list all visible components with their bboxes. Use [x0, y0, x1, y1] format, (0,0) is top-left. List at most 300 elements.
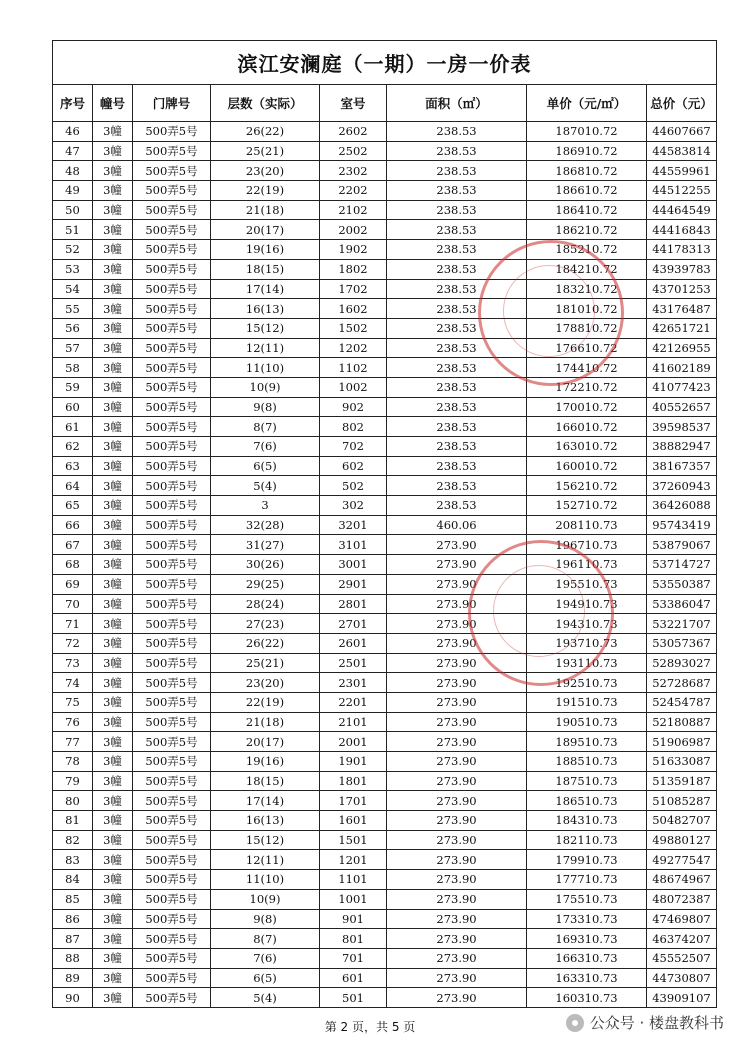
cell-total-price: 41077423 — [647, 377, 717, 397]
cell-floor: 29(25) — [211, 574, 320, 594]
cell-room: 302 — [320, 496, 387, 516]
cell-floor: 11(10) — [211, 870, 320, 890]
table-row — [53, 614, 717, 634]
cell-room: 501 — [320, 988, 387, 1008]
cell-total-price: 49880127 — [647, 830, 717, 850]
header-door-number: 门牌号 — [133, 85, 211, 122]
cell-door-number: 500弄5号 — [133, 417, 211, 437]
cell-room: 2102 — [320, 200, 387, 220]
cell-total-price: 43701253 — [647, 279, 717, 299]
cell-room: 902 — [320, 397, 387, 417]
cell-area: 273.90 — [387, 594, 527, 614]
cell-floor: 19(16) — [211, 752, 320, 772]
cell-floor: 17(14) — [211, 791, 320, 811]
cell-area: 273.90 — [387, 988, 527, 1008]
cell-unit-price: 193110.73 — [527, 653, 647, 673]
cell-unit-price: 160010.72 — [527, 456, 647, 476]
table-row — [53, 122, 717, 142]
cell-index: 72 — [53, 633, 93, 653]
cell-unit-price: 175510.73 — [527, 889, 647, 909]
cell-total-price: 45552507 — [647, 948, 717, 968]
cell-index: 53 — [53, 259, 93, 279]
cell-index: 81 — [53, 811, 93, 831]
cell-unit-price: 196710.73 — [527, 535, 647, 555]
cell-door-number: 500弄5号 — [133, 279, 211, 299]
cell-unit-price: 192510.73 — [527, 673, 647, 693]
cell-door-number: 500弄5号 — [133, 594, 211, 614]
cell-total-price: 44416843 — [647, 220, 717, 240]
table-row — [53, 259, 717, 279]
cell-area: 273.90 — [387, 752, 527, 772]
cell-index: 48 — [53, 161, 93, 181]
cell-total-price: 49277547 — [647, 850, 717, 870]
cell-floor: 20(17) — [211, 220, 320, 240]
cell-area: 238.53 — [387, 318, 527, 338]
cell-building: 3幢 — [93, 555, 133, 575]
header-index: 序号 — [53, 85, 93, 122]
cell-area: 238.53 — [387, 397, 527, 417]
cell-room: 1902 — [320, 240, 387, 260]
table-row — [53, 850, 717, 870]
cell-room: 2002 — [320, 220, 387, 240]
table-row — [53, 535, 717, 555]
cell-building: 3幢 — [93, 574, 133, 594]
cell-unit-price: 177710.73 — [527, 870, 647, 890]
table-row — [53, 161, 717, 181]
cell-area: 273.90 — [387, 948, 527, 968]
cell-area: 238.53 — [387, 417, 527, 437]
cell-index: 62 — [53, 437, 93, 457]
cell-index: 80 — [53, 791, 93, 811]
cell-door-number: 500弄5号 — [133, 791, 211, 811]
cell-area: 273.90 — [387, 574, 527, 594]
cell-unit-price: 189510.73 — [527, 732, 647, 752]
cell-room: 601 — [320, 968, 387, 988]
cell-total-price: 46374207 — [647, 929, 717, 949]
cell-total-price: 44178313 — [647, 240, 717, 260]
cell-index: 47 — [53, 141, 93, 161]
cell-building: 3幢 — [93, 437, 133, 457]
cell-door-number: 500弄5号 — [133, 771, 211, 791]
cell-building: 3幢 — [93, 653, 133, 673]
cell-area: 273.90 — [387, 889, 527, 909]
cell-unit-price: 185210.72 — [527, 240, 647, 260]
cell-floor: 23(20) — [211, 673, 320, 693]
cell-room: 602 — [320, 456, 387, 476]
cell-total-price: 52180887 — [647, 712, 717, 732]
cell-room: 801 — [320, 929, 387, 949]
cell-unit-price: 187010.72 — [527, 122, 647, 142]
cell-room: 2202 — [320, 181, 387, 201]
cell-building: 3幢 — [93, 752, 133, 772]
cell-area: 273.90 — [387, 692, 527, 712]
cell-building: 3幢 — [93, 771, 133, 791]
cell-index: 59 — [53, 377, 93, 397]
cell-total-price: 48674967 — [647, 870, 717, 890]
cell-total-price: 39598537 — [647, 417, 717, 437]
cell-door-number: 500弄5号 — [133, 909, 211, 929]
cell-room: 2101 — [320, 712, 387, 732]
cell-building: 3幢 — [93, 181, 133, 201]
cell-index: 65 — [53, 496, 93, 516]
cell-unit-price: 186210.72 — [527, 220, 647, 240]
cell-building: 3幢 — [93, 299, 133, 319]
cell-total-price: 52454787 — [647, 692, 717, 712]
cell-unit-price: 186410.72 — [527, 200, 647, 220]
cell-floor: 6(5) — [211, 456, 320, 476]
cell-floor: 32(28) — [211, 515, 320, 535]
cell-door-number: 500弄5号 — [133, 122, 211, 142]
cell-unit-price: 196110.73 — [527, 555, 647, 575]
cell-door-number: 500弄5号 — [133, 456, 211, 476]
cell-floor: 17(14) — [211, 279, 320, 299]
cell-floor: 10(9) — [211, 377, 320, 397]
table-row — [53, 633, 717, 653]
cell-index: 61 — [53, 417, 93, 437]
cell-total-price: 42651721 — [647, 318, 717, 338]
cell-index: 73 — [53, 653, 93, 673]
cell-room: 1602 — [320, 299, 387, 319]
cell-door-number: 500弄5号 — [133, 968, 211, 988]
cell-room: 3001 — [320, 555, 387, 575]
table-row — [53, 988, 717, 1008]
cell-unit-price: 174410.72 — [527, 358, 647, 378]
cell-building: 3幢 — [93, 633, 133, 653]
cell-room: 701 — [320, 948, 387, 968]
cell-floor: 20(17) — [211, 732, 320, 752]
cell-index: 84 — [53, 870, 93, 890]
cell-door-number: 500弄5号 — [133, 889, 211, 909]
cell-room: 1001 — [320, 889, 387, 909]
table-row — [53, 692, 717, 712]
cell-index: 64 — [53, 476, 93, 496]
cell-area: 238.53 — [387, 437, 527, 457]
cell-building: 3幢 — [93, 496, 133, 516]
cell-door-number: 500弄5号 — [133, 200, 211, 220]
cell-door-number: 500弄5号 — [133, 535, 211, 555]
cell-door-number: 500弄5号 — [133, 437, 211, 457]
table-row — [53, 791, 717, 811]
table-row — [53, 594, 717, 614]
cell-door-number: 500弄5号 — [133, 653, 211, 673]
cell-index: 77 — [53, 732, 93, 752]
cell-room: 1101 — [320, 870, 387, 890]
cell-area: 238.53 — [387, 259, 527, 279]
cell-total-price: 52728687 — [647, 673, 717, 693]
cell-building: 3幢 — [93, 535, 133, 555]
cell-unit-price: 178810.72 — [527, 318, 647, 338]
cell-building: 3幢 — [93, 318, 133, 338]
table-row — [53, 909, 717, 929]
cell-unit-price: 184210.72 — [527, 259, 647, 279]
cell-unit-price: 166010.72 — [527, 417, 647, 437]
cell-unit-price: 186610.72 — [527, 181, 647, 201]
cell-total-price: 50482707 — [647, 811, 717, 831]
cell-floor: 12(11) — [211, 338, 320, 358]
cell-room: 2301 — [320, 673, 387, 693]
cell-door-number: 500弄5号 — [133, 338, 211, 358]
table-row — [53, 377, 717, 397]
cell-unit-price: 186510.73 — [527, 791, 647, 811]
cell-total-price: 40552657 — [647, 397, 717, 417]
cell-unit-price: 194310.73 — [527, 614, 647, 634]
cell-area: 238.53 — [387, 181, 527, 201]
cell-floor: 9(8) — [211, 909, 320, 929]
cell-building: 3幢 — [93, 161, 133, 181]
cell-door-number: 500弄5号 — [133, 240, 211, 260]
cell-floor: 10(9) — [211, 889, 320, 909]
cell-area: 273.90 — [387, 712, 527, 732]
cell-room: 1702 — [320, 279, 387, 299]
cell-building: 3幢 — [93, 220, 133, 240]
cell-floor: 16(13) — [211, 811, 320, 831]
cell-index: 63 — [53, 456, 93, 476]
cell-index: 70 — [53, 594, 93, 614]
cell-room: 2601 — [320, 633, 387, 653]
table-row — [53, 279, 717, 299]
cell-unit-price: 186810.72 — [527, 161, 647, 181]
cell-door-number: 500弄5号 — [133, 752, 211, 772]
cell-area: 273.90 — [387, 732, 527, 752]
cell-room: 2602 — [320, 122, 387, 142]
cell-area: 238.53 — [387, 496, 527, 516]
cell-floor: 27(23) — [211, 614, 320, 634]
cell-building: 3幢 — [93, 850, 133, 870]
cell-room: 2502 — [320, 141, 387, 161]
cell-room: 2801 — [320, 594, 387, 614]
cell-unit-price: 163310.73 — [527, 968, 647, 988]
cell-unit-price: 182110.73 — [527, 830, 647, 850]
cell-door-number: 500弄5号 — [133, 141, 211, 161]
cell-floor: 18(15) — [211, 771, 320, 791]
cell-total-price: 37260943 — [647, 476, 717, 496]
cell-floor: 5(4) — [211, 476, 320, 496]
cell-area: 273.90 — [387, 968, 527, 988]
cell-unit-price: 195510.73 — [527, 574, 647, 594]
cell-door-number: 500弄5号 — [133, 948, 211, 968]
cell-floor: 21(18) — [211, 200, 320, 220]
cell-building: 3幢 — [93, 889, 133, 909]
table-row — [53, 870, 717, 890]
cell-area: 273.90 — [387, 555, 527, 575]
cell-room: 3101 — [320, 535, 387, 555]
cell-area: 273.90 — [387, 653, 527, 673]
cell-floor: 22(19) — [211, 692, 320, 712]
cell-door-number: 500弄5号 — [133, 692, 211, 712]
table-row — [53, 318, 717, 338]
table-row — [53, 515, 717, 535]
cell-total-price: 44607667 — [647, 122, 717, 142]
cell-total-price: 44512255 — [647, 181, 717, 201]
cell-building: 3幢 — [93, 259, 133, 279]
cell-building: 3幢 — [93, 988, 133, 1008]
cell-room: 702 — [320, 437, 387, 457]
cell-door-number: 500弄5号 — [133, 988, 211, 1008]
cell-building: 3幢 — [93, 870, 133, 890]
cell-total-price: 52893027 — [647, 653, 717, 673]
cell-unit-price: 181010.72 — [527, 299, 647, 319]
cell-floor: 23(20) — [211, 161, 320, 181]
cell-area: 238.53 — [387, 141, 527, 161]
cell-room: 1701 — [320, 791, 387, 811]
cell-door-number: 500弄5号 — [133, 732, 211, 752]
table-row — [53, 496, 717, 516]
cell-total-price: 38882947 — [647, 437, 717, 457]
table-row — [53, 929, 717, 949]
cell-floor: 7(6) — [211, 948, 320, 968]
cell-room: 3201 — [320, 515, 387, 535]
cell-total-price: 53221707 — [647, 614, 717, 634]
cell-building: 3幢 — [93, 377, 133, 397]
cell-area: 273.90 — [387, 673, 527, 693]
cell-area: 238.53 — [387, 122, 527, 142]
cell-unit-price: 208110.73 — [527, 515, 647, 535]
cell-door-number: 500弄5号 — [133, 515, 211, 535]
cell-room: 1801 — [320, 771, 387, 791]
cell-door-number: 500弄5号 — [133, 358, 211, 378]
cell-area: 273.90 — [387, 830, 527, 850]
cell-building: 3幢 — [93, 515, 133, 535]
cell-room: 2201 — [320, 692, 387, 712]
cell-floor: 16(13) — [211, 299, 320, 319]
header-area: 面积（㎡） — [387, 85, 527, 122]
page-footer: 第 2 页，共 5 页 — [324, 1020, 416, 1034]
cell-unit-price: 186910.72 — [527, 141, 647, 161]
cell-total-price: 41602189 — [647, 358, 717, 378]
cell-total-price: 44559961 — [647, 161, 717, 181]
cell-building: 3幢 — [93, 279, 133, 299]
header-total-price: 总价（元） — [647, 85, 717, 122]
cell-room: 901 — [320, 909, 387, 929]
cell-index: 60 — [53, 397, 93, 417]
cell-floor: 7(6) — [211, 437, 320, 457]
cell-floor: 8(7) — [211, 417, 320, 437]
cell-unit-price: 169310.73 — [527, 929, 647, 949]
cell-index: 50 — [53, 200, 93, 220]
table-row — [53, 889, 717, 909]
cell-building: 3幢 — [93, 476, 133, 496]
cell-door-number: 500弄5号 — [133, 555, 211, 575]
cell-building: 3幢 — [93, 456, 133, 476]
cell-building: 3幢 — [93, 948, 133, 968]
table-row — [53, 240, 717, 260]
cell-room: 2302 — [320, 161, 387, 181]
cell-total-price: 53386047 — [647, 594, 717, 614]
cell-total-price: 38167357 — [647, 456, 717, 476]
cell-total-price: 44583814 — [647, 141, 717, 161]
cell-total-price: 51633087 — [647, 752, 717, 772]
cell-unit-price: 183210.72 — [527, 279, 647, 299]
price-list-sheet — [52, 40, 716, 1008]
cell-unit-price: 173310.73 — [527, 909, 647, 929]
cell-building: 3幢 — [93, 791, 133, 811]
cell-area: 273.90 — [387, 633, 527, 653]
cell-door-number: 500弄5号 — [133, 377, 211, 397]
table-row — [53, 220, 717, 240]
cell-door-number: 500弄5号 — [133, 614, 211, 634]
table-row — [53, 811, 717, 831]
table-row — [53, 712, 717, 732]
header-row — [53, 85, 717, 122]
cell-unit-price: 152710.72 — [527, 496, 647, 516]
cell-room: 1601 — [320, 811, 387, 831]
cell-room: 1501 — [320, 830, 387, 850]
cell-total-price: 42126955 — [647, 338, 717, 358]
cell-unit-price: 166310.73 — [527, 948, 647, 968]
cell-room: 1202 — [320, 338, 387, 358]
cell-unit-price: 163010.72 — [527, 437, 647, 457]
watermark-text: 公众号 · 楼盘教科书 — [589, 1014, 724, 1032]
cell-index: 76 — [53, 712, 93, 732]
cell-door-number: 500弄5号 — [133, 850, 211, 870]
cell-building: 3幢 — [93, 594, 133, 614]
cell-door-number: 500弄5号 — [133, 220, 211, 240]
cell-area: 238.53 — [387, 240, 527, 260]
cell-total-price: 51085287 — [647, 791, 717, 811]
cell-index: 66 — [53, 515, 93, 535]
table-body — [53, 122, 717, 1008]
cell-door-number: 500弄5号 — [133, 870, 211, 890]
cell-building: 3幢 — [93, 417, 133, 437]
cell-area: 273.90 — [387, 811, 527, 831]
table-row — [53, 653, 717, 673]
cell-unit-price: 170010.72 — [527, 397, 647, 417]
cell-total-price: 44464549 — [647, 200, 717, 220]
cell-index: 71 — [53, 614, 93, 634]
cell-building: 3幢 — [93, 732, 133, 752]
cell-building: 3幢 — [93, 358, 133, 378]
cell-total-price: 47469807 — [647, 909, 717, 929]
cell-floor: 22(19) — [211, 181, 320, 201]
header-unit-price: 单价（元/㎡） — [527, 85, 647, 122]
cell-total-price: 43909107 — [647, 988, 717, 1008]
table-row — [53, 200, 717, 220]
cell-unit-price: 194910.73 — [527, 594, 647, 614]
header-building: 幢号 — [93, 85, 133, 122]
cell-area: 273.90 — [387, 791, 527, 811]
cell-floor: 12(11) — [211, 850, 320, 870]
cell-room: 502 — [320, 476, 387, 496]
cell-unit-price: 179910.73 — [527, 850, 647, 870]
cell-door-number: 500弄5号 — [133, 712, 211, 732]
table-title: 滨江安澜庭（一期）一房一价表 — [53, 41, 717, 85]
cell-index: 51 — [53, 220, 93, 240]
table-row — [53, 456, 717, 476]
cell-unit-price: 160310.73 — [527, 988, 647, 1008]
cell-area: 238.53 — [387, 377, 527, 397]
cell-index: 68 — [53, 555, 93, 575]
table-row — [53, 830, 717, 850]
cell-room: 1201 — [320, 850, 387, 870]
cell-unit-price: 191510.73 — [527, 692, 647, 712]
cell-building: 3幢 — [93, 692, 133, 712]
cell-building: 3幢 — [93, 141, 133, 161]
table-row — [53, 968, 717, 988]
cell-area: 238.53 — [387, 456, 527, 476]
cell-room: 2001 — [320, 732, 387, 752]
table-row — [53, 141, 717, 161]
cell-index: 49 — [53, 181, 93, 201]
cell-floor: 25(21) — [211, 653, 320, 673]
cell-index: 83 — [53, 850, 93, 870]
cell-unit-price: 187510.73 — [527, 771, 647, 791]
cell-unit-price: 184310.73 — [527, 811, 647, 831]
cell-area: 238.53 — [387, 476, 527, 496]
cell-building: 3幢 — [93, 909, 133, 929]
cell-room: 1901 — [320, 752, 387, 772]
cell-door-number: 500弄5号 — [133, 299, 211, 319]
cell-unit-price: 190510.73 — [527, 712, 647, 732]
